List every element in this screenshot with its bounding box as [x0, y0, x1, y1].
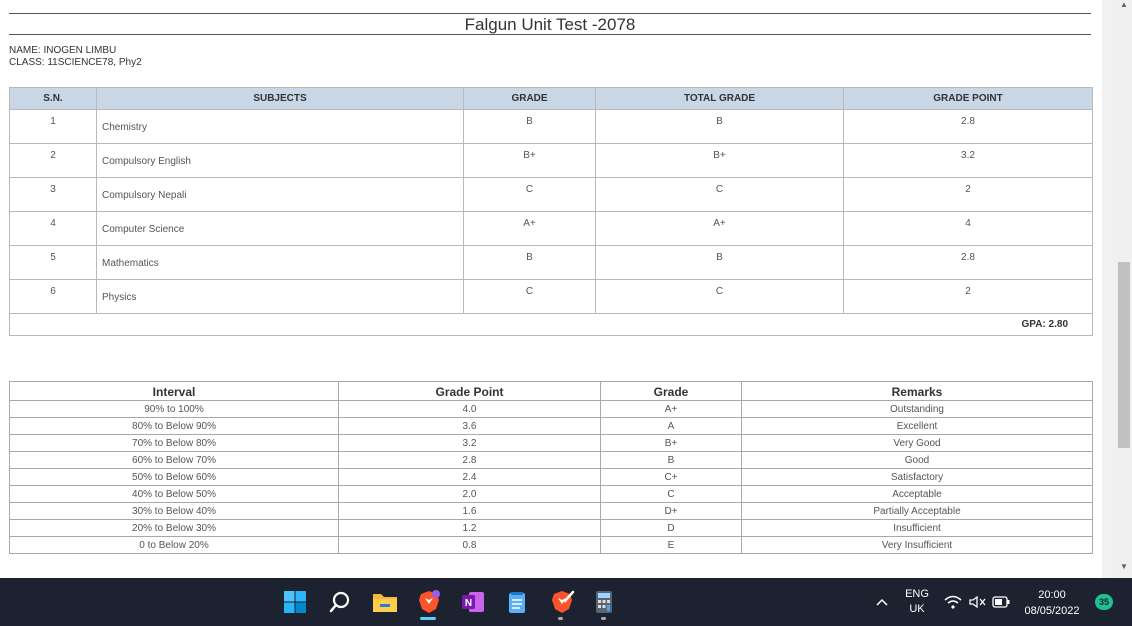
cell-interval: 90% to 100% [10, 401, 339, 418]
windows-start-icon[interactable] [281, 588, 309, 616]
table-row [10, 178, 1093, 212]
cell-remarks: Outstanding [742, 401, 1093, 418]
cell-sn: 6 [10, 280, 97, 314]
table-row [10, 280, 1093, 314]
table-row [10, 537, 1093, 554]
cell-subject: Computer Science [97, 212, 464, 246]
cell-interval: 30% to Below 40% [10, 503, 339, 520]
table-row [10, 469, 1093, 486]
cell-grade: A [601, 418, 742, 435]
grades-header-row [10, 88, 1093, 110]
cell-grade: C [601, 486, 742, 503]
cell-grade: B [464, 246, 596, 280]
cell-grade-point: 2 [844, 280, 1093, 314]
cell-total-grade: A+ [596, 212, 844, 246]
cell-remarks: Insufficient [742, 520, 1093, 537]
student-name: NAME: INOGEN LIMBU [9, 45, 117, 56]
cell-total-grade: B [596, 246, 844, 280]
cell-grade: A+ [601, 401, 742, 418]
cell-grade-point: 1.6 [339, 503, 601, 520]
search-icon[interactable] [326, 588, 354, 616]
wifi-icon[interactable] [942, 588, 964, 616]
grading-scale-table [9, 381, 1093, 554]
running-app-indicator [601, 617, 606, 620]
cell-grade-point: 2.8 [844, 110, 1093, 144]
cell-remarks: Partially Acceptable [742, 503, 1093, 520]
cell-grade-point: 1.2 [339, 520, 601, 537]
clock[interactable] [1012, 587, 1092, 619]
language-code: ENG [905, 588, 929, 600]
cell-interval: 60% to Below 70% [10, 452, 339, 469]
table-row [10, 401, 1093, 418]
cell-grade-point: 3.2 [844, 144, 1093, 178]
cell-sn: 1 [10, 110, 97, 144]
scroll-down-arrow-icon[interactable]: ▼ [1120, 562, 1128, 571]
cell-remarks: Satisfactory [742, 469, 1093, 486]
table-row [10, 486, 1093, 503]
cell-interval: 70% to Below 80% [10, 435, 339, 452]
scroll-up-arrow-icon[interactable]: ▲ [1120, 0, 1128, 9]
brave-dev-icon[interactable] [548, 588, 576, 616]
scrollbar-thumb[interactable] [1118, 262, 1130, 448]
cell-sn: 2 [10, 144, 97, 178]
cell-grade-point: 2.8 [844, 246, 1093, 280]
cell-sn: 5 [10, 246, 97, 280]
cell-subject: Mathematics [97, 246, 464, 280]
cell-subject: Physics [97, 280, 464, 314]
header-interval: Interval [10, 382, 339, 401]
gpa-row [10, 314, 1093, 336]
cell-grade: E [601, 537, 742, 554]
scale-header-row [10, 382, 1093, 401]
cell-grade-point: 2.4 [339, 469, 601, 486]
cell-total-grade: B+ [596, 144, 844, 178]
gpa-value: GPA: 2.80 [10, 314, 1093, 336]
cell-remarks: Good [742, 452, 1093, 469]
cell-interval: 40% to Below 50% [10, 486, 339, 503]
region-code: UK [909, 603, 925, 615]
cell-sn: 4 [10, 212, 97, 246]
cell-total-grade: C [596, 280, 844, 314]
cell-grade-point: 4 [844, 212, 1093, 246]
grades-table [9, 87, 1093, 336]
cell-interval: 0 to Below 20% [10, 537, 339, 554]
cell-remarks: Acceptable [742, 486, 1093, 503]
cell-sn: 3 [10, 178, 97, 212]
cell-grade-point: 3.6 [339, 418, 601, 435]
file-explorer-icon[interactable] [371, 588, 399, 616]
cell-grade: D+ [601, 503, 742, 520]
cell-grade-point: 3.2 [339, 435, 601, 452]
cell-total-grade: B [596, 110, 844, 144]
notepad-icon[interactable] [503, 588, 531, 616]
cell-grade-point: 4.0 [339, 401, 601, 418]
taskbar [0, 578, 1132, 626]
table-row [10, 110, 1093, 144]
language-indicator[interactable] [896, 587, 938, 617]
table-row [10, 452, 1093, 469]
clock-time: 20:00 [1038, 589, 1066, 601]
header-grade: Grade [601, 382, 742, 401]
table-row [10, 418, 1093, 435]
onenote-letter: N [464, 598, 473, 609]
onenote-icon[interactable] [459, 588, 487, 616]
cell-interval: 80% to Below 90% [10, 418, 339, 435]
cell-grade-point: 0.8 [339, 537, 601, 554]
header-grade-point: GRADE POINT [844, 88, 1093, 110]
cell-remarks: Very Good [742, 435, 1093, 452]
battery-icon[interactable] [990, 588, 1012, 616]
clock-date: 08/05/2022 [1024, 605, 1080, 617]
cell-grade: D [601, 520, 742, 537]
header-total-grade: TOTAL GRADE [596, 88, 844, 110]
cell-grade: C [464, 178, 596, 212]
cell-grade-point: 2.8 [339, 452, 601, 469]
cell-remarks: Very Insufficient [742, 537, 1093, 554]
table-row [10, 520, 1093, 537]
cell-grade: B [601, 452, 742, 469]
cell-grade-point: 2 [844, 178, 1093, 212]
table-row [10, 435, 1093, 452]
cell-interval: 50% to Below 60% [10, 469, 339, 486]
cell-subject: Chemistry [97, 110, 464, 144]
cell-grade: B+ [464, 144, 596, 178]
cell-total-grade: C [596, 178, 844, 212]
volume-muted-icon[interactable] [966, 588, 988, 616]
header-grade-point: Grade Point [339, 382, 601, 401]
brave-browser-icon[interactable] [415, 588, 443, 616]
calculator-icon[interactable] [590, 588, 618, 616]
cell-subject: Compulsory Nepali [97, 178, 464, 212]
table-row [10, 144, 1093, 178]
header-subjects: SUBJECTS [97, 88, 464, 110]
cell-grade: B [464, 110, 596, 144]
chevron-up-icon[interactable] [870, 588, 894, 616]
cell-grade: B+ [601, 435, 742, 452]
table-row [10, 212, 1093, 246]
header-grade: GRADE [464, 88, 596, 110]
active-app-indicator [420, 617, 436, 620]
cell-subject: Compulsory English [97, 144, 464, 178]
cell-interval: 20% to Below 30% [10, 520, 339, 537]
table-row [10, 503, 1093, 520]
notification-badge[interactable]: 35 [1095, 594, 1113, 610]
page-title: Falgun Unit Test -2078 [9, 13, 1091, 35]
student-class: CLASS: 11SCIENCE78, Phy2 [9, 57, 142, 68]
cell-grade: A+ [464, 212, 596, 246]
cell-grade-point: 2.0 [339, 486, 601, 503]
cell-grade: C [464, 280, 596, 314]
running-app-indicator [558, 617, 563, 620]
cell-remarks: Excellent [742, 418, 1093, 435]
table-row [10, 246, 1093, 280]
header-sn: S.N. [10, 88, 97, 110]
cell-grade: C+ [601, 469, 742, 486]
header-remarks: Remarks [742, 382, 1093, 401]
